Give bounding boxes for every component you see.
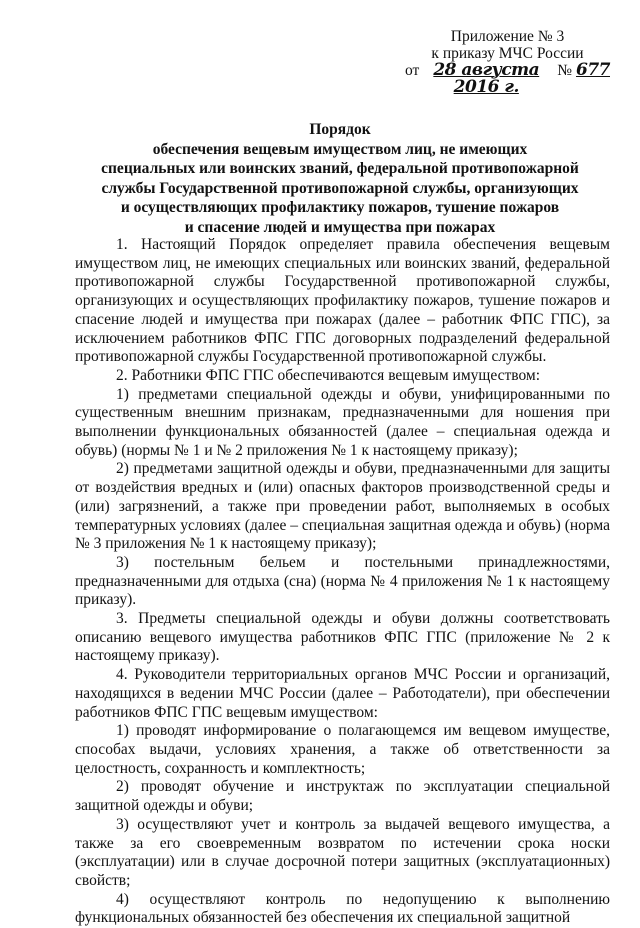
title-line: специальных или воинских званий, федеральной противопожарной bbox=[101, 160, 579, 177]
document-body bbox=[75, 236, 610, 928]
paragraph-3: 3. Предметы специальной одежды и обуви должны соответствовать описанию вещевого имущества работников ФПС ГПС (приложение № 2 к настоящему приказу). bbox=[75, 610, 610, 665]
paragraph-1: 1. Настоящий Порядок определяет правила обеспечения вещевым имуществом лиц, не имеющих специальных или воинских званий, федеральной противопожарной службы Государственной противопожарной службы, организующих и осуществляющих профилактику пожаров, тушение пожаров и спасение людей и имущества при пожарах (далее – работник ФПС ГПС), за исключением работников ФПС ГПС договорных подразделений федеральной противопожарной службы Государственной противопожарной службы. bbox=[75, 236, 610, 366]
paragraph-4-item-3: 3) осуществляют учет и контроль за выдачей вещевого имущества, а также за его своевременным возвратом по истечении срока носки (эксплуатации) или в случае досрочной потери защитных (эксплуатационных) свойств; bbox=[75, 815, 610, 889]
title-line: службы Государственной противопожарной службы, организующих bbox=[101, 179, 579, 197]
document-title bbox=[100, 120, 580, 237]
order-date-number bbox=[405, 62, 610, 96]
appendix-number: Приложение № 3 bbox=[450, 28, 565, 45]
from-prefix: от bbox=[405, 62, 420, 79]
handwritten-number: 677 bbox=[576, 60, 610, 80]
title-line: Порядок bbox=[309, 121, 371, 138]
paragraph-2: 2. Работники ФПС ГПС обеспечиваются вещевым имуществом: bbox=[116, 366, 541, 384]
paragraph-2-item-1: 1) предметами специальной одежды и обуви, унифицированными по существенным внешним признакам, предназначенными для ношения при выполнении функциональных обязанностей (далее – специальная одежда и обувь) (нормы № 1 и № 2 приложения № 1 к настоящему приказу); bbox=[75, 385, 610, 459]
order-reference: к приказу МЧС России bbox=[431, 45, 584, 62]
title-line: и спасение людей и имущества при пожарах bbox=[184, 218, 496, 236]
title-line: обеспечения вещевым имуществом лиц, не имеющих bbox=[152, 140, 528, 158]
paragraph-4: 4. Руководители территориальных органов МЧС России и организаций, находящихся в ведении МЧС России (далее – Работодатели), при обеспечении работников ФПС ГПС вещевым имуществом: bbox=[75, 666, 610, 721]
paragraph-2-item-3: 3) постельным бельем и постельными принадлежностями, предназначенными для отдыха (сна) (норма № 4 приложения № 1 к настоящему приказу). bbox=[75, 553, 610, 609]
appendix-header bbox=[405, 28, 610, 96]
handwritten-date: 28 августа 2016 г. bbox=[433, 60, 540, 97]
paragraph-4-item-1: 1) проводят информирование о полагающемся им вещевом имуществе, способах выдачи, условиях хранения, а также об ответственности за целостность, сохранность и комплектность; bbox=[75, 722, 610, 777]
paragraph-4-item-2: 2) проводят обучение и инструктаж по эксплуатации специальной защитной одежды и обуви; bbox=[75, 778, 610, 815]
number-sign: № bbox=[557, 62, 572, 79]
title-line: и осуществляющих профилактику пожаров, тушение пожаров bbox=[120, 199, 560, 216]
paragraph-2-item-2: 2) предметами защитной одежды и обуви, предназначенными для защиты от воздействия вредных и (или) опасных факторов производственной среды и (или) загрязнений, а также при проведении работ, выполняемых в особых температурных условиях (далее – специальная защитная одежда и обувь) (норма № 3 приложения № 1 к настоящему приказу); bbox=[75, 460, 610, 553]
paragraph-4-item-4: 4) осуществляют контроль по недопущению к выполнению функциональных обязанностей без обеспечения их специальной защитной bbox=[75, 890, 610, 927]
